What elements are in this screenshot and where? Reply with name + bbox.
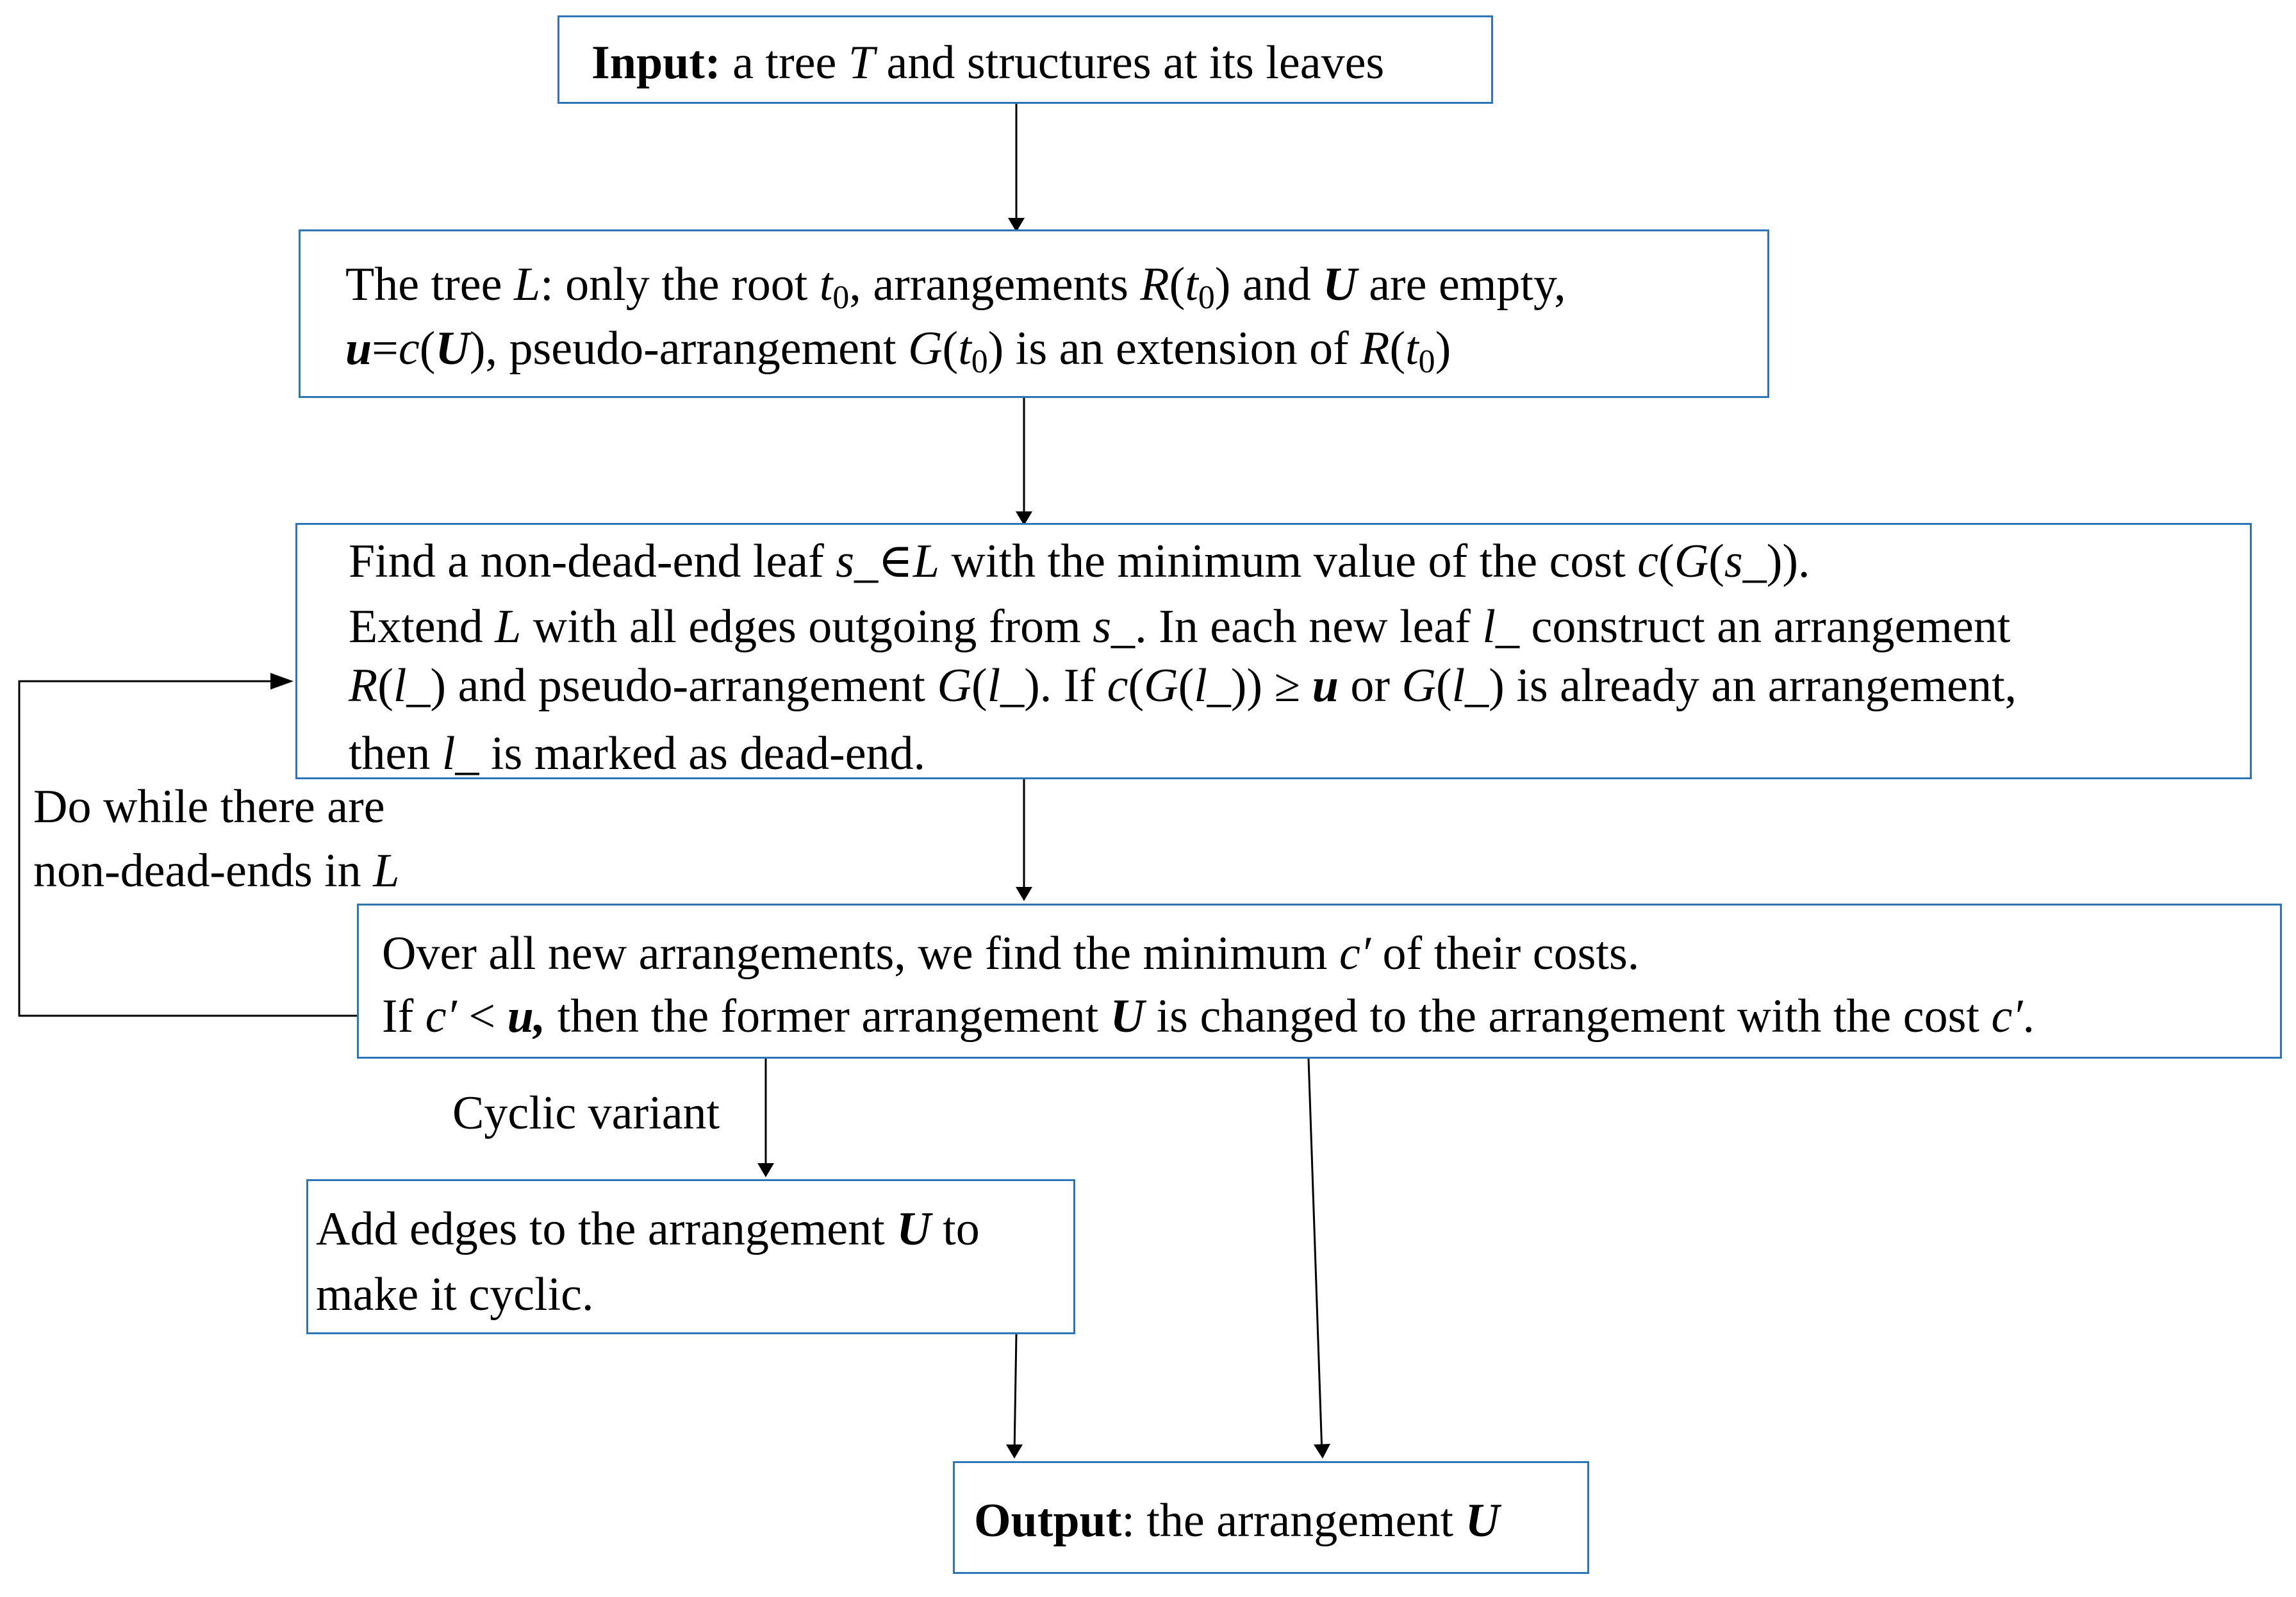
arrowhead-cyclic-to-output: [1006, 1444, 1023, 1459]
extend-line-1: Find a non-dead-end leaf s_∈L with the minimum value of the cost c(G(s_)).: [349, 535, 1810, 588]
output-box: [953, 1461, 1589, 1574]
cyclic-variant-label: Cyclic variant: [452, 1087, 720, 1139]
output-text: Output: the arrangement U: [974, 1494, 1500, 1547]
extend-box: [295, 523, 2252, 779]
input-text: Input: a tree T and structures at its leaves: [591, 37, 1385, 89]
update-line-2: If c′ < u, then the former arrangement U is changed to the arrangement with the cost c′.: [382, 990, 2035, 1043]
loop-label-line-2: non-dead-ends in L: [33, 845, 400, 897]
arrow-update-to-output: [1309, 1059, 1322, 1453]
init-box: [299, 229, 1769, 398]
update-box: [357, 904, 2282, 1059]
arrowhead-update-to-cyclic: [757, 1163, 774, 1177]
extend-line-2: Extend L with all edges outgoing from s_. In each new leaf l_ construct an arrangement: [349, 600, 2011, 653]
extend-line-3: R(l_) and pseudo-arrangement G(l_). If c(G(l_)) ≥ u or G(l_) is already an arrangement,: [349, 659, 2017, 712]
arrow-cyclic-to-output: [1014, 1334, 1016, 1453]
init-line-2: u=c(U), pseudo-arrangement $G(t_0)$ is an extension of $R(t_0)$: [345, 322, 1451, 380]
cyclic-box: [306, 1179, 1075, 1334]
loop-label-line-1: Do while there are: [33, 781, 385, 833]
arrowhead-update-to-output: [1314, 1444, 1330, 1459]
extend-line-4: then l_ is marked as dead-end.: [349, 727, 926, 780]
cyclic-line-1: Add edges to the arrangement U to: [316, 1203, 980, 1255]
update-line-1: Over all new arrangements, we find the minimum c′ of their costs.: [382, 927, 1640, 980]
input-box: [557, 15, 1493, 104]
init-line-1: The tree L: only the root $t_0$, arrangements $R(t_0)$ and U are empty,: [345, 258, 1566, 316]
arrowhead-extend-to-update: [1016, 887, 1032, 901]
cyclic-line-2: make it cyclic.: [316, 1268, 594, 1321]
arrowhead-loop-back: [270, 673, 293, 690]
